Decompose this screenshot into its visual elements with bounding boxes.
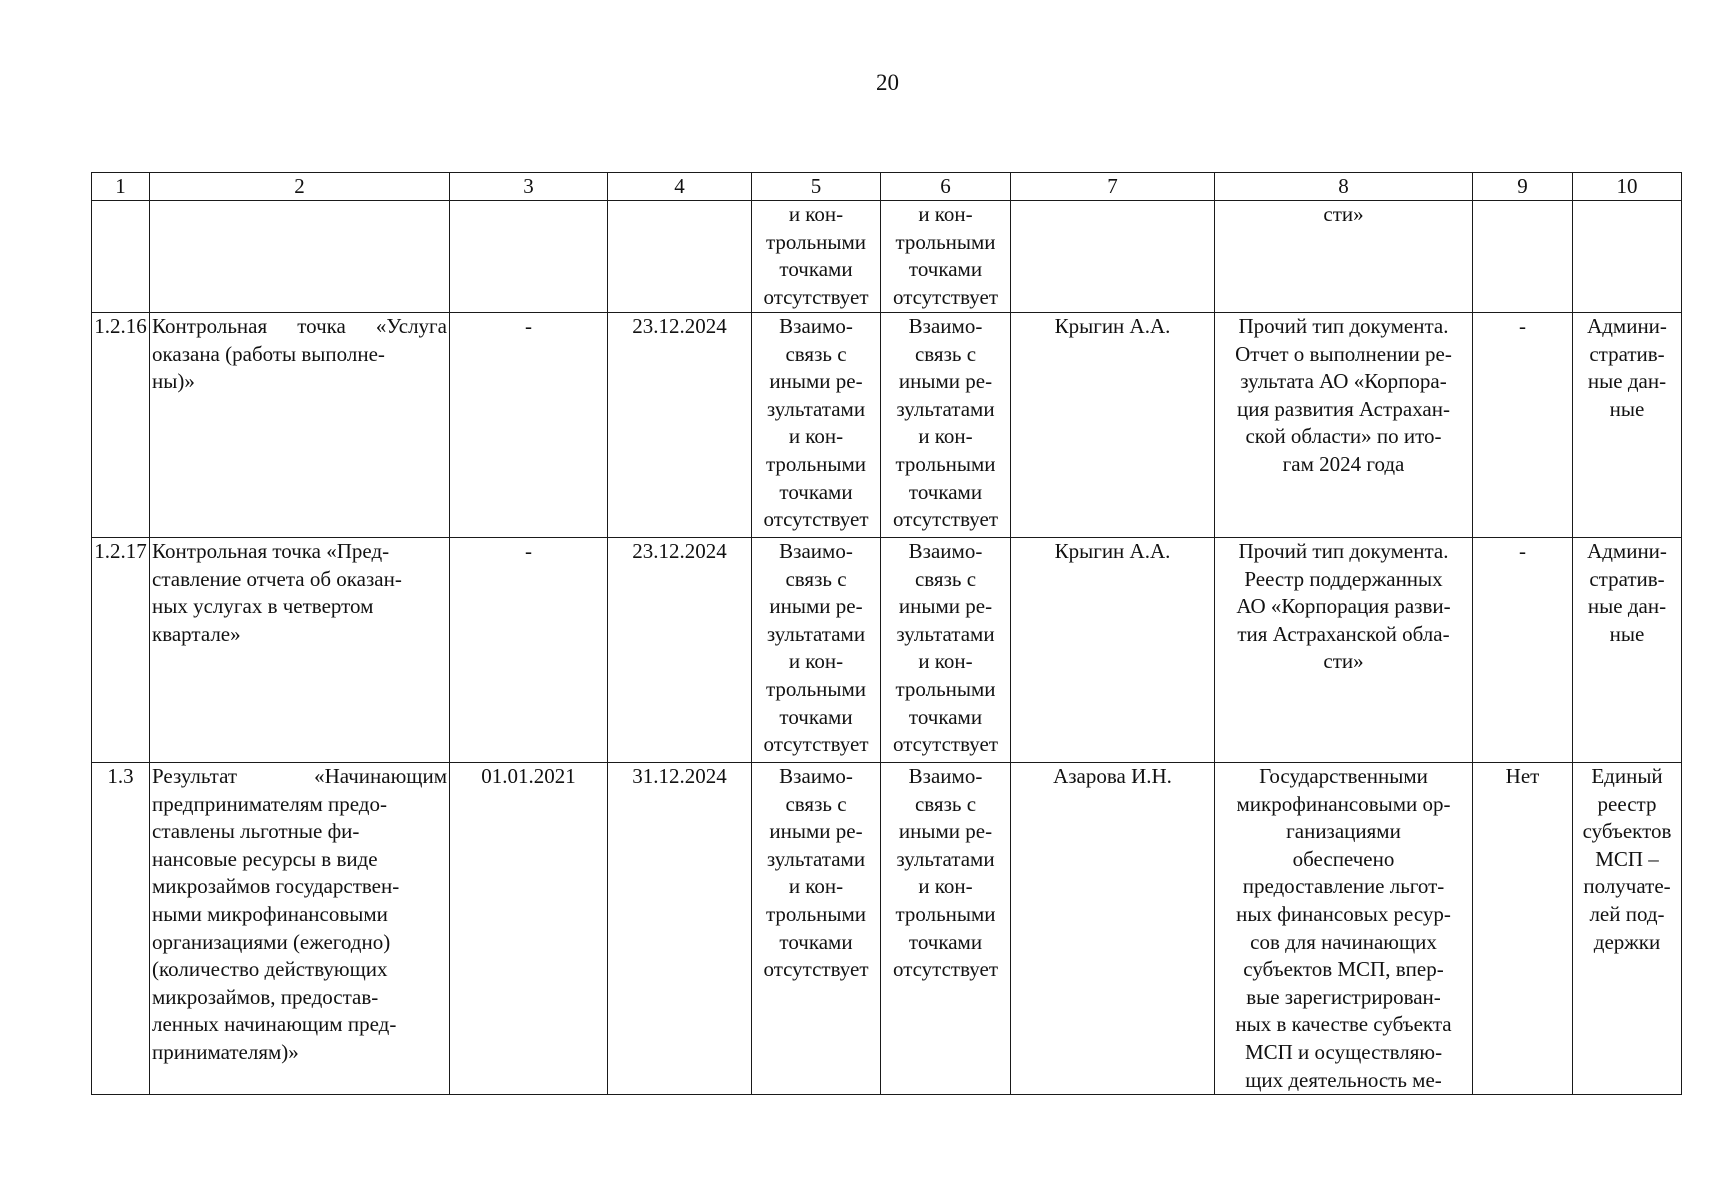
relation-next: и кон- трольными точками отсутствует [881,201,1011,313]
results-table [91,172,1682,1095]
start-date: - [450,538,608,763]
start-date: - [450,313,608,538]
info-system [1473,201,1573,313]
row-title: Контрольная точка «Услуга оказана (работы выполне- ны)» [150,313,450,538]
end-date [608,201,752,313]
responsible-person: Азарова И.Н. [1011,763,1215,1095]
data-source: Админи- стратив- ные дан- ные [1573,313,1682,538]
page-number: 20 [876,70,899,95]
column-number-9: 9 [1473,173,1573,201]
end-date: 23.12.2024 [608,313,752,538]
row-title: Результат «Начинающим предпринимателям предо- ставлены льготные фи- нансовые ресурсы в виде микрозаймов государствен- ными микрофинансовыми организациями (ежегодно) (количество действующих микрозаймов, предостав- ленных начинающим пред- принимателям)» [150,763,450,1095]
column-number-1: 1 [92,173,150,201]
table-row [92,538,1682,763]
end-date: 23.12.2024 [608,538,752,763]
document-type: Государственными микрофинансовыми ор- ганизациями обеспечено предоставление льгот- ных финансовых ресур- сов для начинающих субъектов МСП, впер- вые зарегистрирован- ных в качестве субъекта МСП и осуществляю- щих деятельность ме- [1215,763,1473,1095]
relation-next: Взаимо- связь с иными ре- зультатами и кон- трольными точками отсутствует [881,763,1011,1095]
info-system: - [1473,313,1573,538]
relation-previous: Взаимо- связь с иными ре- зультатами и кон- трольными точками отсутствует [752,538,881,763]
relation-previous: и кон- трольными точками отсутствует [752,201,881,313]
row-number: 1.2.16 [92,313,150,538]
column-number-6: 6 [881,173,1011,201]
table-row [92,201,1682,313]
data-source: Единый реестр субъектов МСП – получате- лей под- держки [1573,763,1682,1095]
responsible-person: Крыгин А.А. [1011,538,1215,763]
row-number: 1.2.17 [92,538,150,763]
table-header-row [92,173,1682,201]
row-number [92,201,150,313]
relation-next: Взаимо- связь с иными ре- зультатами и кон- трольными точками отсутствует [881,313,1011,538]
row-title [150,201,450,313]
document-type: сти» [1215,201,1473,313]
relation-next: Взаимо- связь с иными ре- зультатами и кон- трольными точками отсутствует [881,538,1011,763]
column-number-3: 3 [450,173,608,201]
data-source: Админи- стратив- ные дан- ные [1573,538,1682,763]
column-number-10: 10 [1573,173,1682,201]
relation-previous: Взаимо- связь с иными ре- зультатами и кон- трольными точками отсутствует [752,313,881,538]
column-number-2: 2 [150,173,450,201]
column-number-8: 8 [1215,173,1473,201]
row-title: Контрольная точка «Пред- ставление отчета об оказан- ных услугах в четвертом квартале» [150,538,450,763]
responsible-person: Крыгин А.А. [1011,313,1215,538]
start-date [450,201,608,313]
info-system: Нет [1473,763,1573,1095]
table-row [92,313,1682,538]
responsible-person [1011,201,1215,313]
data-source [1573,201,1682,313]
info-system: - [1473,538,1573,763]
row-number: 1.3 [92,763,150,1095]
start-date: 01.01.2021 [450,763,608,1095]
document-type: Прочий тип документа. Реестр поддержанных АО «Корпорация разви- тия Астраханской обла- сти» [1215,538,1473,763]
table-row [92,763,1682,1095]
end-date: 31.12.2024 [608,763,752,1095]
column-number-4: 4 [608,173,752,201]
relation-previous: Взаимо- связь с иными ре- зультатами и кон- трольными точками отсутствует [752,763,881,1095]
column-number-7: 7 [1011,173,1215,201]
column-number-5: 5 [752,173,881,201]
document-type: Прочий тип документа. Отчет о выполнении ре- зультата АО «Корпора- ция развития Астрахан- ской области» по ито- гам 2024 года [1215,313,1473,538]
